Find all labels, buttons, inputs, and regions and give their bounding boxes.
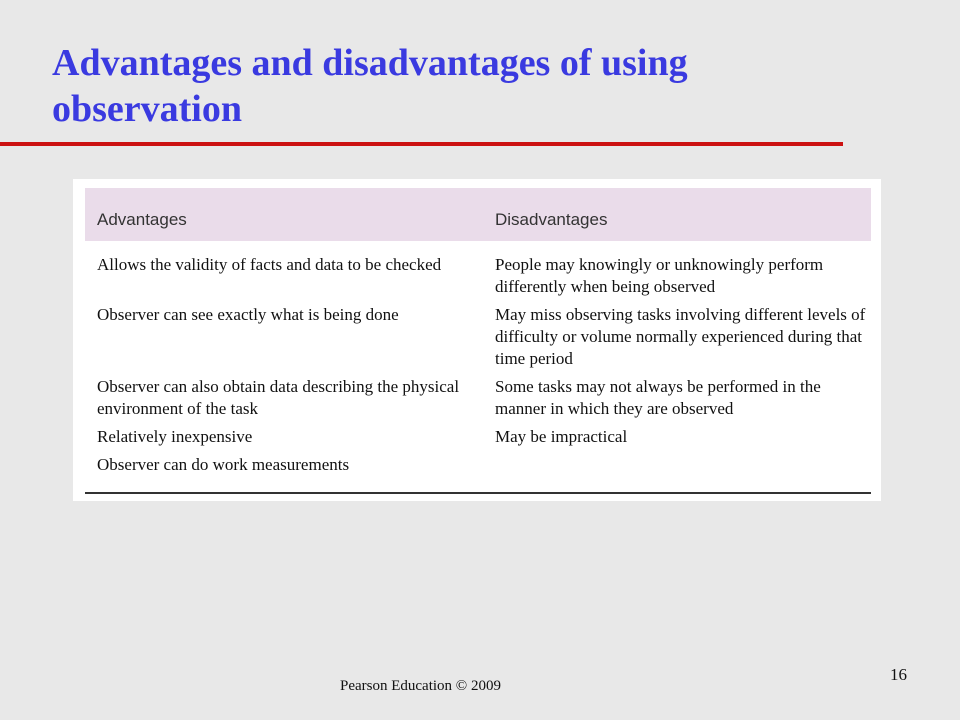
- disadvantage-item: People may knowingly or unknowingly perform differently when being observed: [495, 255, 824, 296]
- disadvantage-item: Some tasks may not always be performed in the manner in which they are observed: [495, 377, 821, 418]
- comparison-table: [73, 179, 881, 501]
- advantage-item: Relatively inexpensive: [97, 427, 253, 446]
- header-advantages: Advantages: [97, 210, 187, 229]
- advantages-column: [97, 254, 472, 476]
- advantage-item: Allows the validity of facts and data to be checked: [97, 255, 442, 274]
- disadvantage-item: May miss observing tasks involving different levels of difficulty or volume normally experienced during that time period: [495, 305, 866, 368]
- disadvantages-column: [495, 254, 870, 448]
- advantage-item: Observer can also obtain data describing the physical environment of the task: [97, 377, 460, 418]
- advantage-item: Observer can do work measurements: [97, 455, 350, 474]
- table-header: [85, 188, 871, 241]
- title-underline: [0, 142, 843, 146]
- footer-copyright: Pearson Education © 2009: [340, 678, 501, 694]
- table-bottom-rule: [85, 492, 871, 494]
- disadvantage-item: May be impractical: [495, 427, 628, 446]
- advantage-item: Observer can see exactly what is being done: [97, 305, 399, 324]
- header-disadvantages: Disadvantages: [495, 210, 608, 229]
- page-number: 16: [890, 665, 907, 684]
- slide-title: Advantages and disadvantages of using observation: [52, 42, 688, 130]
